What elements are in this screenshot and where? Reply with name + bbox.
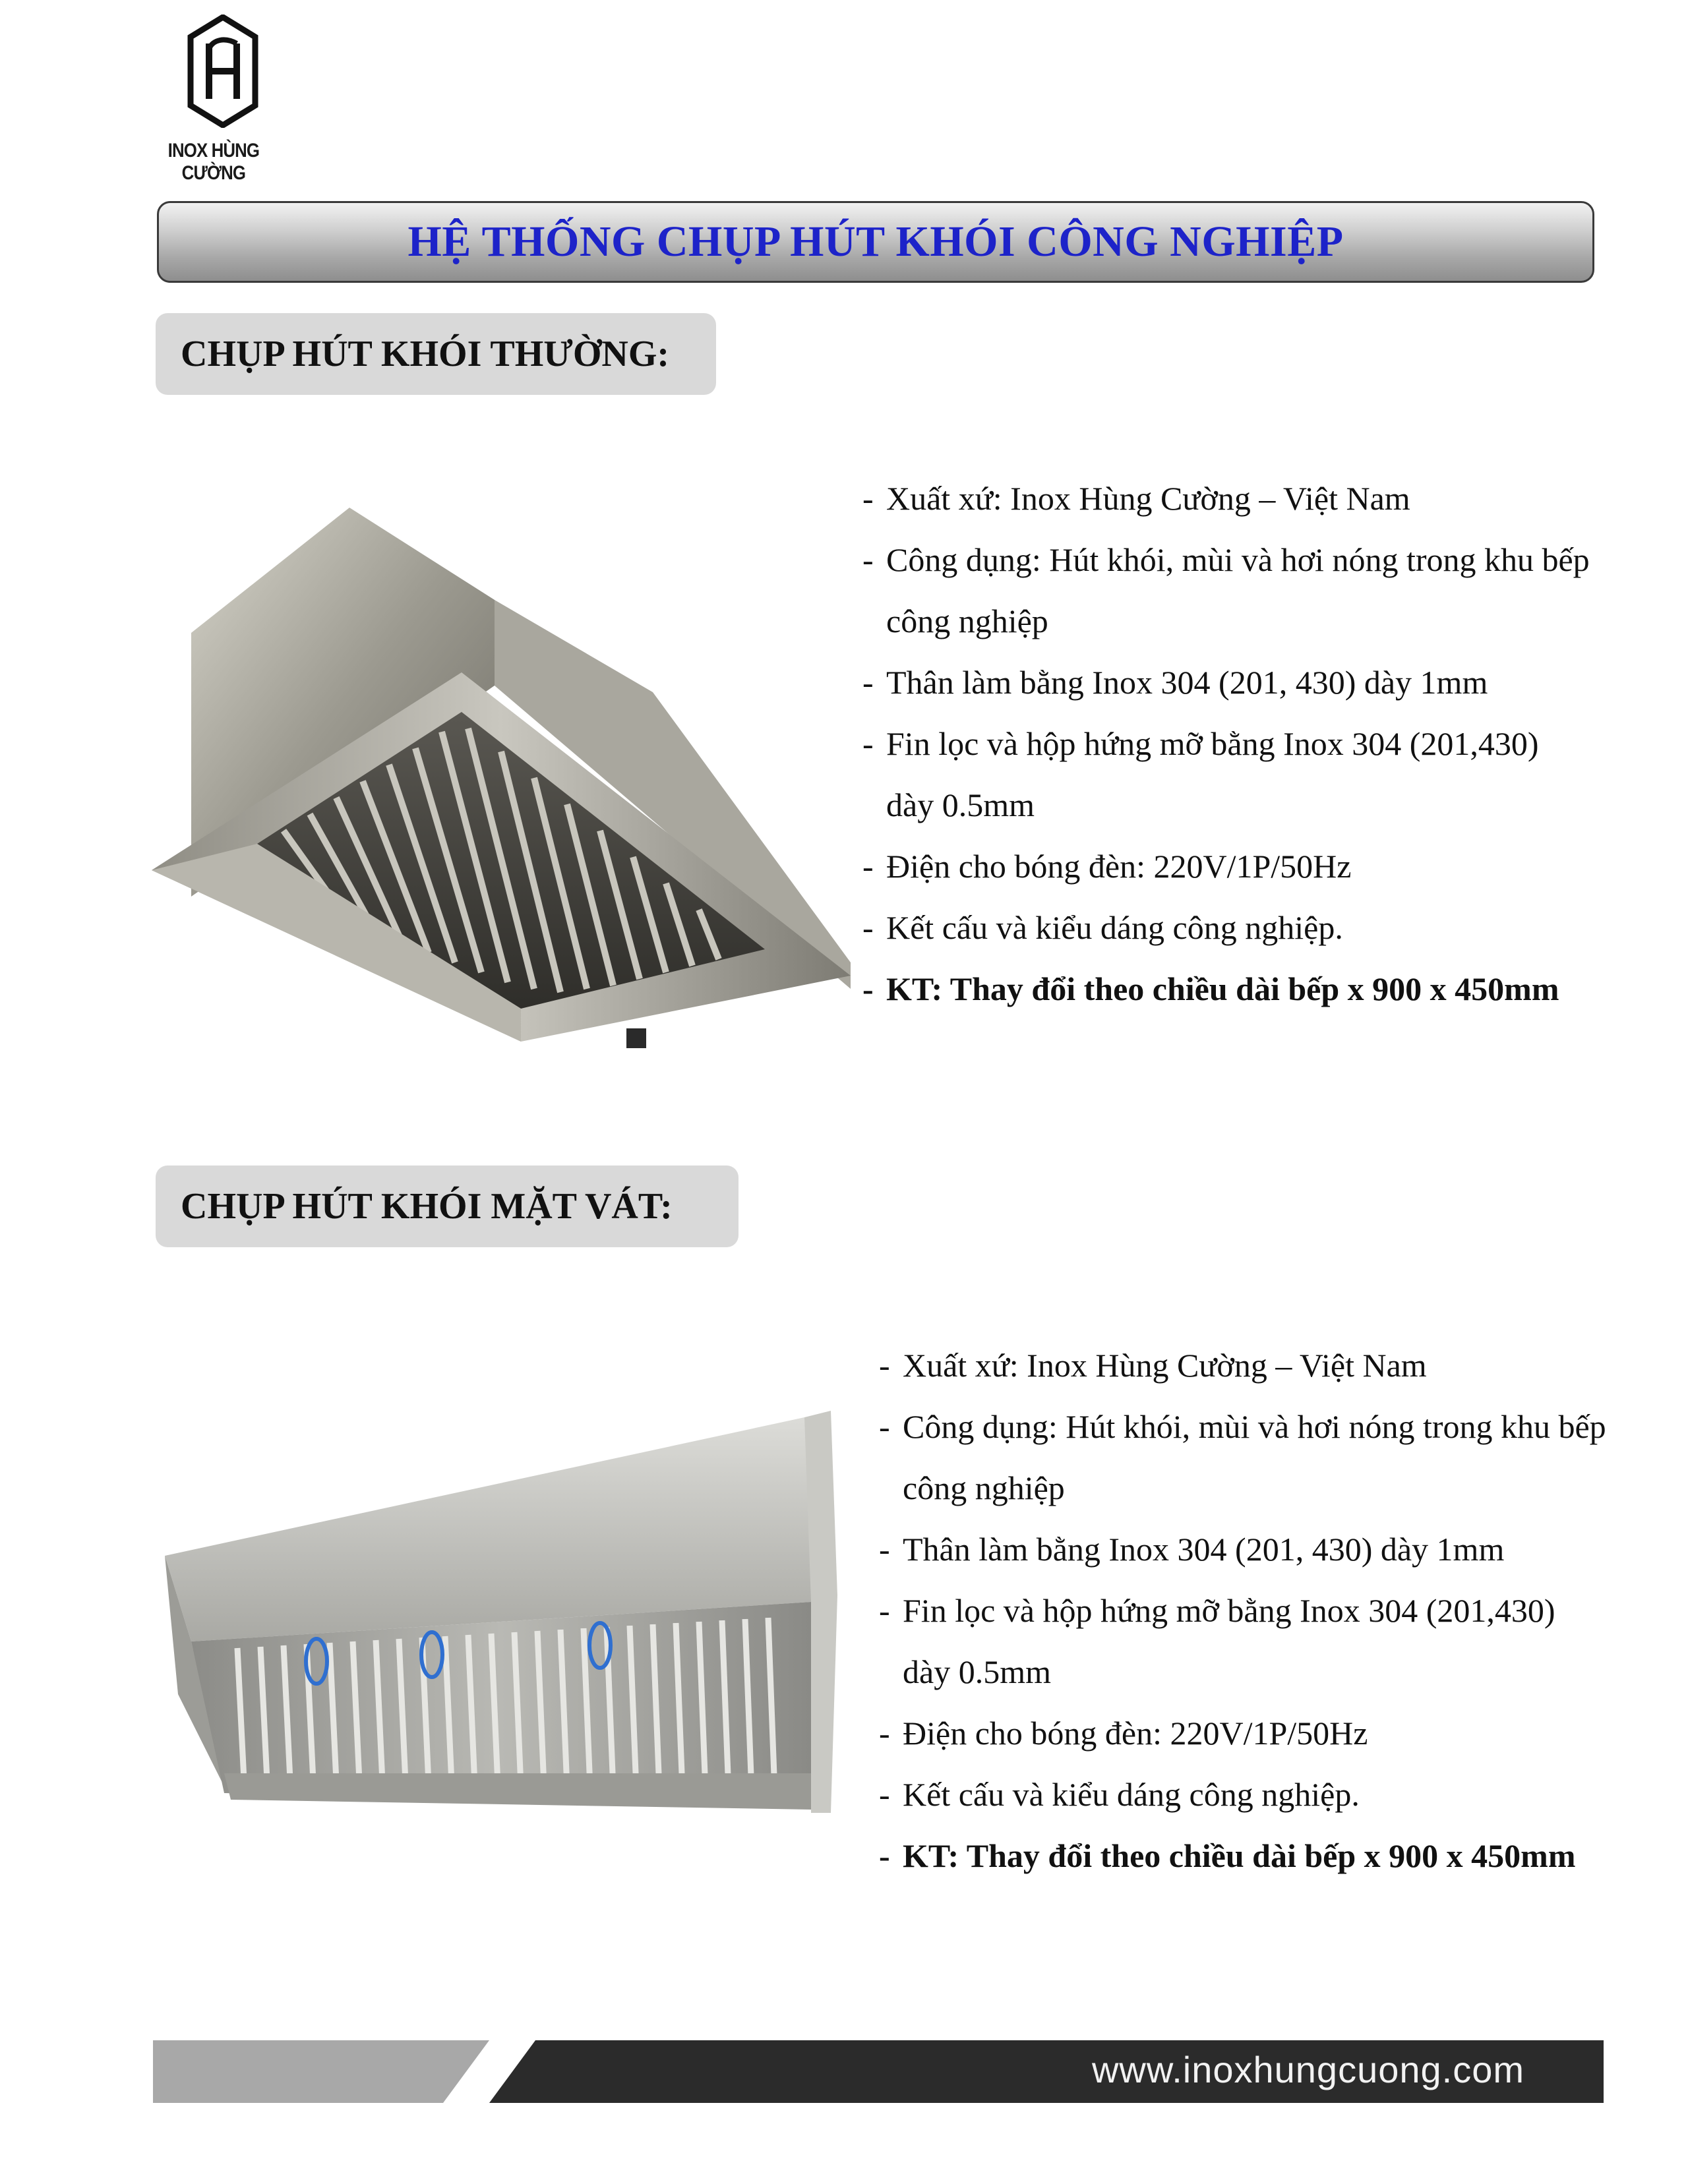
spec-filter-continued: dày 0.5mm: [886, 786, 1035, 823]
spec-origin: - Xuất xứ: Inox Hùng Cường – Việt Nam: [862, 468, 1673, 529]
title-banner: [157, 201, 1594, 283]
spec-structure: - Kết cấu và kiểu dáng công nghiệp.: [862, 897, 1673, 959]
hexagon-h-logo-icon: [187, 15, 259, 128]
spec-power: - Điện cho bóng đèn: 220V/1P/50Hz: [862, 836, 1673, 897]
spec-filter: - Fin lọc và hộp hứng mỡ bằng Inox 304 (201,430): [879, 1580, 1680, 1641]
spec-origin: - Xuất xứ: Inox Hùng Cường – Việt Nam: [879, 1335, 1680, 1396]
spec-filter: - Fin lọc và hộp hứng mỡ bằng Inox 304 (201,430): [862, 713, 1673, 775]
spec-body: - Thân làm bằng Inox 304 (201, 430) dày 1mm: [862, 652, 1673, 713]
spec-list-standard-hood: [862, 468, 1673, 1020]
section-label-bevel-hood: CHỤP HÚT KHÓI MẶT VÁT:: [156, 1166, 738, 1247]
standard-exhaust-hood-image: [152, 501, 864, 1055]
bevel-exhaust-hood-image: [152, 1404, 844, 1826]
spec-dimensions: - KT: Thay đổi theo chiều dài bếp x 900 x 450mm: [862, 959, 1673, 1020]
spec-structure: - Kết cấu và kiểu dáng công nghiệp.: [879, 1764, 1680, 1825]
spec-usage: - Công dụng: Hút khói, mùi và hơi nóng trong khu bếp: [862, 529, 1673, 591]
brand-name: INOX HÙNG CƯỜNG: [167, 140, 260, 184]
footer-website-link[interactable]: www.inoxhungcuong.com: [1091, 2049, 1524, 2090]
spec-body: - Thân làm bằng Inox 304 (201, 430) dày 1mm: [879, 1519, 1680, 1580]
spec-usage-continued: công nghiệp: [903, 1469, 1065, 1506]
brand-logo: [148, 15, 307, 184]
spec-list-bevel-hood: [879, 1335, 1680, 1887]
spec-usage: - Công dụng: Hút khói, mùi và hơi nóng trong khu bếp: [879, 1396, 1680, 1458]
spec-power: - Điện cho bóng đèn: 220V/1P/50Hz: [879, 1703, 1680, 1764]
section-label-standard-hood: CHỤP HÚT KHÓI THƯỜNG:: [156, 313, 716, 395]
footer-bar: [153, 2040, 1604, 2103]
spec-dimensions: - KT: Thay đổi theo chiều dài bếp x 900 x 450mm: [879, 1825, 1680, 1887]
page-title: HỆ THỐNG CHỤP HÚT KHÓI CÔNG NGHIỆP: [407, 218, 1344, 266]
spec-usage-continued: công nghiệp: [886, 603, 1048, 639]
spec-filter-continued: dày 0.5mm: [903, 1653, 1051, 1690]
